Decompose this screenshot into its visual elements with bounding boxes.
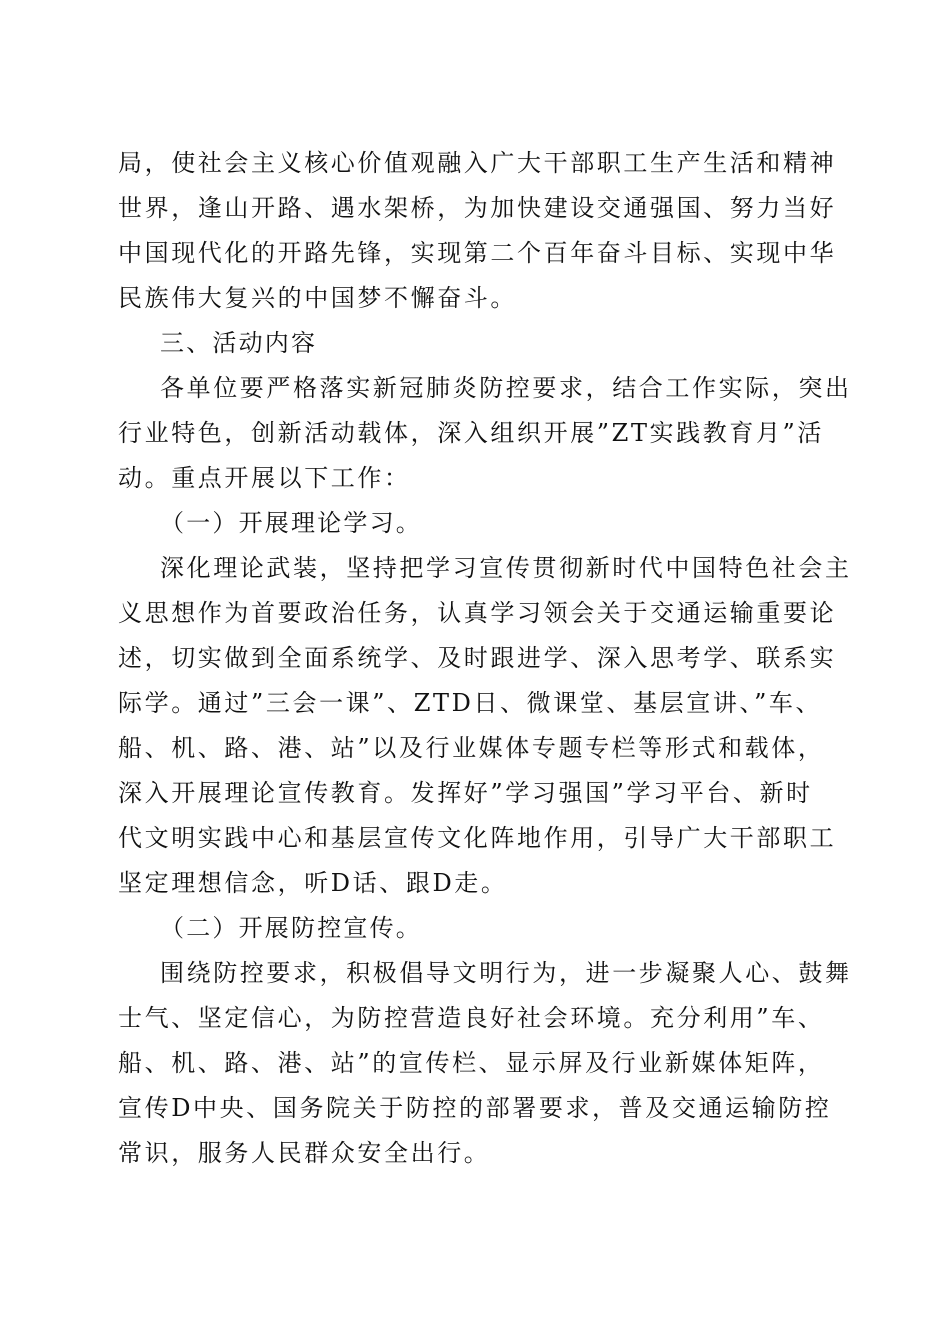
paragraph-line: 局，使社会主义核心价值观融入广大干部职工生产生活和精神 (118, 149, 837, 177)
paragraph-line: 宣传D中央、国务院关于防控的部署要求，普及交通运输防控 (118, 1094, 832, 1122)
paragraph-line: 动。重点开展以下工作： (118, 464, 411, 492)
paragraph-line: 深入开展理论宣传教育。发挥好”学习强国”学习平台、新时 (118, 779, 813, 807)
subheading-theory-study: （一）开展理论学习。 (160, 509, 422, 537)
paragraph-line: 士气、坚定信心，为防控营造良好社会环境。充分利用”车、 (118, 1004, 825, 1032)
paragraph-line: 述，切实做到全面系统学、及时跟进学、深入思考学、联系实 (118, 644, 837, 672)
paragraph-line: 代文明实践中心和基层宣传文化阵地作用，引导广大干部职工 (118, 824, 837, 852)
subheading-prevention-publicity: （二）开展防控宣传。 (160, 914, 422, 942)
paragraph-line: 义思想作为首要政治任务，认真学习领会关于交通运输重要论 (118, 599, 837, 627)
paragraph-line: 民族伟大复兴的中国梦不懈奋斗。 (118, 284, 517, 312)
section-heading-activity-content: 三、活动内容 (160, 329, 318, 357)
paragraph-line: 围绕防控要求，积极倡导文明行为，进一步凝聚人心、鼓舞 (160, 959, 852, 987)
paragraph-line: 世界，逢山开路、遇水架桥，为加快建设交通强国、努力当好 (118, 194, 837, 222)
paragraph-line: 行业特色，创新活动载体，深入组织开展”ZT实践教育月”活 (118, 419, 825, 447)
paragraph-line: 各单位要严格落实新冠肺炎防控要求，结合工作实际，突出 (160, 374, 852, 402)
paragraph-line: 中国现代化的开路先锋，实现第二个百年奋斗目标、实现中华 (118, 239, 837, 267)
paragraph-line: 船、机、路、港、站”以及行业媒体专题专栏等形式和载体， (118, 734, 825, 762)
paragraph-line: 船、机、路、港、站”的宣传栏、显示屏及行业新媒体矩阵， (118, 1049, 825, 1077)
paragraph-line: 常识，服务人民群众安全出行。 (118, 1139, 491, 1167)
paragraph-line: 深化理论武装，坚持把学习宣传贯彻新时代中国特色社会主 (160, 554, 852, 582)
paragraph-line: 际学。通过”三会一课”、ZTD日、微课堂、基层宣讲、”车、 (118, 689, 823, 717)
paragraph-line: 坚定理想信念，听D话、跟D走。 (118, 869, 508, 897)
